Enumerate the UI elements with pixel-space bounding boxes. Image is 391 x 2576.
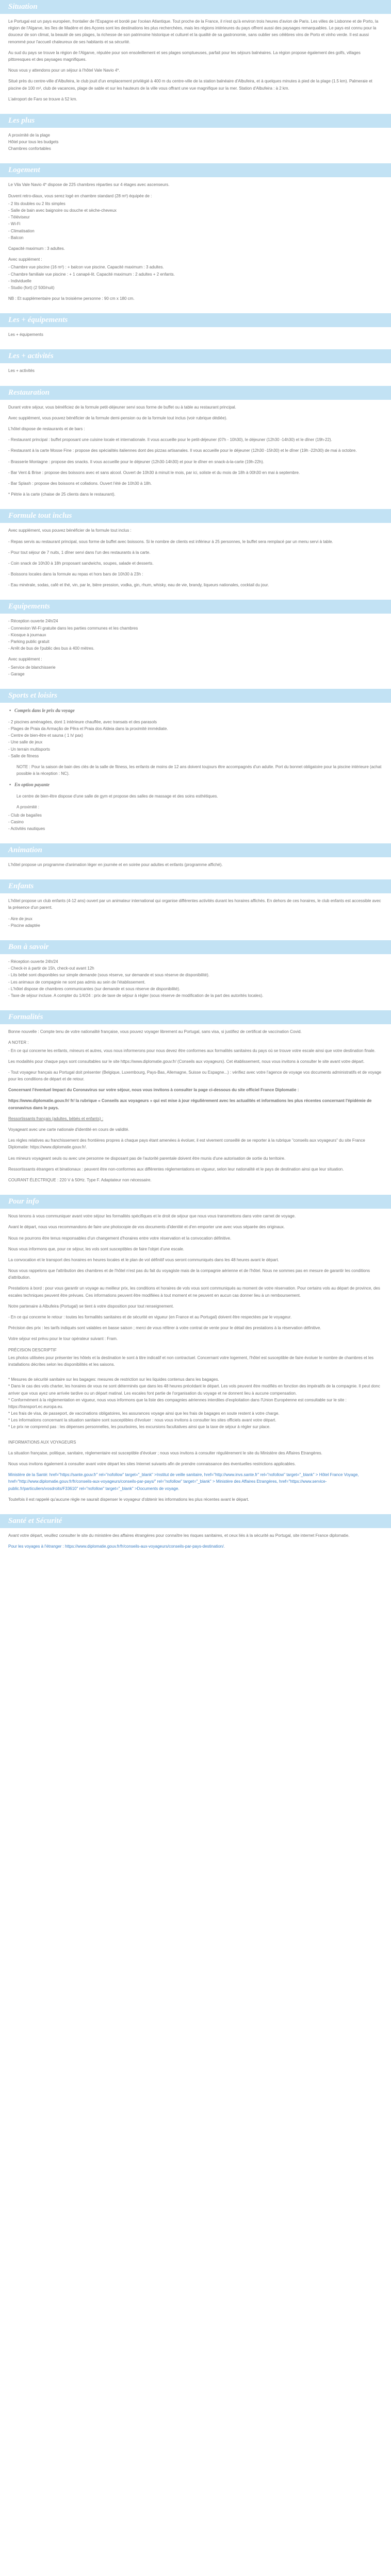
situation-para-4: Situé près du centre-ville d'Albufeira, le club jouit d'un emplacement privilégié à 400 m du centre-ville de la station balnéaire d'Albufeira, et à quelques minutes à pied de la plage (1.5 km). Palmeraie et piscine de 100 m², club de vacances, plage de sable et sur les hauteurs de la ville vous offrant une vue magnifique sur la mer. Station d'Albufeira : à 2 km.	[8, 79, 372, 91]
section-pour-info	[0, 1209, 391, 1514]
restauration-note: * Pétrie à la carte (chaise de 25 clients dans le restaurant).	[8, 492, 116, 497]
restauration-item: - Bar Splash : propose des boissons et collations. Ouvert l'été de 10h30 à 18h.	[8, 481, 152, 486]
footnote-item: * Les frais de visa, de passeport, de vaccinations obligatoires, les assurances voyage ainsi que les frais de bagages en soute restent à votre charge.	[8, 1411, 280, 1416]
sports-free-item: - Plages de Praia da Armação de Pêra et Praia dos Aldeia dans la proximité immédiate.	[8, 726, 168, 731]
section-animation	[0, 857, 391, 879]
logement-option-item: - Chambre vue piscine (16 m²) : + balcon vue piscine. Capacité maximum : 3 adultes.	[8, 265, 164, 270]
enfants-item: - Piscine adaptée	[8, 923, 40, 928]
equipements-item: - Kiosque à journaux	[8, 632, 46, 637]
situation-para-3: Nous vous y attendons pour un séjour à l'hôtel Vale Navio 4*.	[8, 68, 120, 73]
section-formule	[0, 523, 391, 600]
section-enfants	[0, 893, 391, 940]
section-restauration	[0, 400, 391, 510]
section-equipements	[0, 614, 391, 689]
section-title-formule: Formule tout inclus	[0, 509, 391, 523]
pour-info-p12: PRÉCISION DESCRIPTIF	[8, 1347, 57, 1352]
footnote-item	[8, 1376, 383, 1383]
section-bon-a-savoir	[0, 954, 391, 1010]
formule-item: - Boissons locales dans la formule au repas et hors bars de 10h30 à 23h :	[8, 572, 143, 577]
footnotes-p2: Nous vous invitons également à consulter avant votre départ les sites Internet suivants afin de prendre connaissance des éventuelles restrictions applicables.	[8, 1462, 296, 1466]
formule-intro: Avec supplément, vous pouvez bénéficier de la formule tout inclus :	[8, 528, 132, 533]
formalites-p2: - En ce qui concerne les enfants, mineurs et autres, vous nous informerons pour nous devez être conformes aux formalités sanitaires du pays où se trouve votre escale ainsi que votre destination finale.	[8, 1048, 376, 1053]
footnote-item: * Dans le cas des vols charter, les horaires de vous ne sont déterminés que dans les 48 heures précédant le départ. Les vols peuvent être modifiés en fonction des impératifs de la compagnie. Il peut donc arriver que vous ayez une arrivée tardive ou un départ matinal. Les escales font partie de l'organisation du voyage et ne donnent lieu à aucune compensation.	[8, 1384, 380, 1396]
equipements-paid-title: Avec supplément :	[8, 657, 42, 662]
bon-a-savoir-item: - Taxe de séjour incluse. A compter du 1/4/24 : prix de taxe de séjour à régler (sous réserve de modification de la part des autorités locales).	[8, 993, 264, 998]
section-title-logement: Logement	[0, 163, 391, 177]
section-activites-plus	[0, 363, 391, 385]
footnote-item: * Le prix ne comprend pas : les dépenses personnelles, les pourboires, les excursions facultatives ainsi que la taxe de séjour à régler sur place.	[8, 1425, 271, 1430]
section-title-bon-a-savoir: Bon à savoir	[0, 940, 391, 954]
logement-option-item: - Chambre familiale vue piscine : + 1 canapé-lit. Capacité maximum : 2 adultes + 2 enfants.	[8, 272, 175, 277]
restauration-item: - Restaurant à la carte Mosse Fine : propose des spécialités italiennes dont des pizzas artisanales. Il vous accueille pour le déjeuner (12h30 -15h30) et le dîner (19h -22h30) de mai à octobre.	[8, 448, 357, 453]
logement-equip-item: - Balcon	[8, 235, 24, 240]
pour-info-p1: Nous tenons à vous communiquer avant votre séjour les formalités spécifiques et le droit de séjour que nous vous transmettons dans votre carnet de voyage.	[8, 1214, 296, 1219]
les-plus-item: Chambres confortables	[8, 146, 51, 151]
situation-para-1: Le Portugal est un pays européen, frontalier de l'Espagne et bordé par l'océan Atlantique. Tout proche de la France, il n'est qu'à environ trois heures d'avion de Paris. Les villes de Lisbonne et de Porto, la région de l'Algarve, les îles de Madère et des Açores sont les destinations les plus recherchées, mais les régions intérieures du pays offrent aussi des paysages remarquables. Le pays est connu pour la douceur de son climat, la beauté de ses plages, la richesse de son patrimoine historique et culturel et la qualité de sa gastronomie, sans oublier ses célèbres vins de Porto et vinho verde. Il est aussi renommé pour l'accueil chaleureux de ses habitants et sa sécurité.	[8, 19, 379, 44]
formule-item: - Repas servis au restaurant principal, sous forme de buffet avec boissons. Si le nombre de clients est inférieur à 25 personnes, le buffet sera remplacé par un menu servi à table.	[8, 539, 333, 544]
pour-info-p9: - En ce qui concerne le retour : toutes les formalités sanitaires et de sécurité en vigueur (en France et au Portugal) doivent être respectées par le voyageur.	[8, 1315, 292, 1319]
pour-info-p2: Avant le départ, nous vous recommandons de faire une photocopie de vos documents d'identité et d'en emporter une avec vous séparée des originaux.	[8, 1225, 285, 1230]
sports-note: NOTE : Pour la saison de bain des clés de la salle de fitness, les enfants de moins de 12 ans doivent toujours être accompagnés d'un adulte. Port du bonnet obligatoire pour la piscine intérieure (achat possible à la réception : NC).	[17, 764, 382, 776]
enfants-item: - Aire de jeux	[8, 916, 32, 921]
sante-p1: Avant votre départ, veuillez consulter le site du ministère des affaires étrangères pour connaître les risques sanitaires, et ceux liés à la sécurité au Portugal, site internet France diplomatie.	[8, 1533, 350, 1538]
restauration-p2: Avec supplément, vous pouvez bénéficier de la formule demi-pension ou de la formule tout inclus (voir rubrique dédiée).	[8, 415, 227, 420]
equipements-paid-item: - Garage	[8, 671, 25, 676]
bon-a-savoir-item: - Lits bébé sont disponibles sur simple demande (sous réserve, sur demande et sous réserve de disponibilité).	[8, 973, 209, 978]
equipements-paid-item: - Service de blanchisserie	[8, 665, 56, 670]
sports-paid-item: - Casino	[8, 819, 24, 824]
equipements-item: - Connexion Wi-Fi gratuite dans les parties communes et les chambres	[8, 625, 138, 631]
section-title-enfants: Enfants	[0, 879, 391, 893]
sports-paid-title: A proximité :	[17, 805, 40, 810]
section-title-activites-plus: Les + activités	[0, 349, 391, 363]
situation-para-5: L'aéroport de Faro se trouve à 52 km.	[8, 96, 77, 101]
pour-info-p6: Nous vous rappelons que l'attribution des chambres et de l'hôtel n'est pas du fait du voyagiste mais de la compagnie aérienne et de l'hôtel. Nous ne sommes pas en mesure de garantir les conditions d'attribution.	[8, 1268, 370, 1280]
footnotes-links[interactable]: Ministère de la Santé: href="https://sante.gouv.fr" rel="nofollow" target="_blank" >Institut de veille sanitaire, href="http://www.invs.sante.fr" rel="nofollow" target="_blank" > Hôtel France Voyage, href="http://www.diplomatie.gouv.fr/fr/conseils-aux-voyageurs/conseils-par-pays/" rel="nofollow" target="_blank" > Ministère des Affaires Etrangères, href="https://www.service-public.fr/particuliers/vosdroits/F33610" rel="nofollow" target="_blank" >Documents de voyage.	[8, 1472, 359, 1491]
sports-free-item: - Centre de bien-être et sauna ( 1 h/ pax)	[8, 733, 83, 738]
section-title-animation: Animation	[0, 843, 391, 857]
sports-paid-intro: Le centre de bien-être dispose d'une salle de gym et propose des salles de massage et des soins esthétiques.	[17, 794, 218, 799]
pour-info-p13: Les photos utilisées pour présenter les hôtels et la destination le sont à titre indicatif et non contractuel. Concernant votre logement, l'hôtel est susceptible de faire évoluer le nombre de chambres et les installations décrites selon les disponibilités et les saisons.	[8, 1355, 374, 1367]
footnotes-p1: La situation française, politique, sanitaire, réglementaire est susceptible d'évoluer ; nous vous invitons à consulter régulièrement le site du Ministère des Affaires Etrangères.	[8, 1450, 322, 1455]
section-les-plus	[0, 128, 391, 164]
formalites-p4: - Tout voyageur français au Portugal doit présenter (Belgique, Luxembourg, Pays-Bas, Allemagne, Suisse ou Espagne...) : vérifiez avec votre l'agence de voyage vos documents administratifs et de voyage pour les conditions de départ et de retour.	[8, 1070, 382, 1082]
restauration-item: - Brasserie Montagne : propose des snacks. Il vous accueille pour le déjeuner (12h30-14h30) et pour le dîner en snack-à-la-carte (19h-22h).	[8, 459, 264, 464]
pour-info-p3: Nous ne pourrons être tenus responsables d'un changement d'horaires entre votre réservation et la convocation définitive.	[8, 1235, 232, 1241]
bon-a-savoir-item: - L'hôtel dispose de chambres communicantes (sur demande et sous réserve de disponibilité).	[8, 986, 181, 991]
formalites-p11: Ressortissants étrangers et binationaux : peuvent être non-conformes aux différentes réglementations en vigueur, selon leur nationalité et le pays de destination ainsi que leur situation.	[8, 1166, 344, 1172]
section-title-equipements-plus: Les + équipements	[0, 313, 391, 327]
formalites-p9: Les règles relatives au franchissement des frontières propres à chaque pays étant amenées à évoluer, il est vivement conseillé de se reporter à la rubrique "conseils aux voyageurs" du site France Diplomatie: https://www.diplomatie.gouv.fr/.	[8, 1138, 365, 1150]
situation-para-2: Au sud du pays se trouve la région de l'Algarve, réputée pour son ensoleillement et ses plages somptueuses, parfait pour les séjours balnéaires. La région propose également des golfs, villages pittoresques et des paysages magnifiques.	[8, 50, 361, 62]
sports-free-item: - Un terrain multisports	[8, 747, 50, 752]
logement-capacity: Capacité maximum : 3 adultes.	[8, 246, 65, 251]
logement-note: NB : Et supplémentaire pour la troisième personne : 90 cm x 180 cm.	[8, 296, 135, 301]
sports-included-heading: • Compris dans le prix du voyage	[8, 707, 383, 715]
section-situation	[0, 14, 391, 114]
logement-option-item: - Studio (fort) (2 500/nuit)	[8, 285, 55, 290]
restauration-subtitle: L'hôtel dispose de restaurants et de bars :	[8, 427, 85, 431]
logement-equip-item: - Téléviseur	[8, 215, 30, 220]
sports-free-item: - Une salle de jeux	[8, 740, 43, 745]
equipements-item: - Parking public gratuit	[8, 639, 50, 644]
logement-options-title: Avec supplément :	[8, 257, 42, 262]
sports-free-item: - Salle de fitness	[8, 753, 39, 758]
formalites-p2-label: A NOTER :	[8, 1040, 29, 1045]
section-equipements-plus	[0, 327, 391, 349]
section-formalites	[0, 1024, 391, 1195]
formule-item: - Pour tout séjour de 7 nuits, 1 dîner servi dans l'un des restaurants à la carte.	[8, 550, 151, 555]
les-plus-item: Hôtel pour tous les budgets	[8, 140, 59, 145]
section-title-restauration: Restauration	[0, 386, 391, 400]
formalites-p3: Les modalités pour chaque pays sont consultables sur le site https://www.diplomatie.gouv.fr/ (Conseils aux voyageurs). Cet établissement, nous vous invitons à consulter le site avant votre départ.	[8, 1059, 365, 1064]
section-sante	[0, 1528, 391, 1561]
bon-a-savoir-item: - Réception ouverte 24h/24	[8, 959, 58, 964]
restauration-p1: Durant votre séjour, vous bénéficiez de la formule petit-déjeuner servi sous forme de buffet ou à table au restaurant principal.	[8, 404, 236, 410]
activites-plus-text: Les + activités	[8, 368, 35, 374]
footnotes-heading: INFORMATIONS AUX VOYAGEURS	[8, 1439, 76, 1445]
section-title-formalites: Formalités	[0, 1010, 391, 1024]
section-title-equipements: Equipements	[0, 600, 391, 614]
formalites-p10: Les mineurs voyageant seuls ou avec une personne ne disposant pas de l'autorité parentale doivent être munis d'une autorisation de sortie du territoire.	[8, 1156, 286, 1161]
bon-a-savoir-item: - Check-in à partir de 15h, check-out avant 12h	[8, 966, 94, 971]
sports-free-item: - 2 piscines aménagées, dont 1 intérieure chauffée, avec transats et des parasols	[8, 719, 157, 724]
pour-info-p5: La convocation et le transport des horaires en heures locales et le plan de vol définitif vous seront communiqués dans les 48 heures avant le départ.	[8, 1257, 279, 1262]
logement-equip-item: - 2 lits doubles ou 2 lits simples	[8, 201, 66, 206]
bon-a-savoir-item: - Les animaux de compagnie ne sont pas admis au sein de l'établissement.	[8, 979, 146, 985]
logement-equip-item: - Salle de bain avec baignoire ou douche et sèche-cheveux	[8, 208, 117, 213]
pour-info-p11: Votre séjour est prévu pour le tour opérateur suivant : Fram.	[8, 1336, 118, 1342]
restauration-item: - Bar Vent & Brise : propose des boissons avec et sans alcool. Ouvert de 10h30 à minuit le mois, par ici, soliste et du mois de 18h à 00h30 en mai à septembre.	[8, 470, 300, 475]
logement-equip-item: - Wi-Fi	[8, 222, 21, 227]
pour-info-p8: Notre partenaire à Albufeira (Portugal) se tient à votre disposition pour tout renseignement.	[8, 1303, 174, 1309]
logement-equip-item: - Climatisation	[8, 228, 35, 233]
sports-paid-heading: • En option payante	[8, 781, 383, 789]
pour-info-p4: Nous vous informons que, pour ce séjour, les vols sont susceptibles de faire l'objet d'une escale.	[8, 1246, 185, 1251]
section-title-sports: Sports et loisirs	[0, 689, 391, 703]
formalites-p5: Concernant l'éventuel Impact du Coronavirus sur votre séjour, nous vous invitons à consulter la page ci-dessous du site officiel France Diplomatie :	[8, 1088, 299, 1093]
formule-item: - Coin snack de 10h30 à 18h proposant sandwichs, soupes, salade et desserts.	[8, 561, 154, 566]
sports-paid-item: - Club de bagaïles	[8, 812, 42, 818]
sports-paid-item: - Activités nautiques	[8, 826, 45, 831]
les-plus-item: A proximité de la plage	[8, 132, 50, 138]
equipements-item: - Réception ouverte 24h/24	[8, 619, 58, 624]
logement-desc: Duvent retro-diaux, vous serez logé en chambre standard (28 m²) équipée de :	[8, 193, 152, 198]
logement-option-item: - Individuelle	[8, 278, 31, 283]
sante-link[interactable]: Pour les voyages à l'étranger : https://www.diplomatie.gouv.fr/fr/conseils-aux-voyageurs/conseils-par-pays-destination/.	[8, 1544, 225, 1549]
equipements-plus-text: Les + équipements	[8, 332, 43, 337]
section-title-situation: Situation	[0, 0, 391, 14]
section-title-sante: Santé et Sécurité	[0, 1514, 391, 1528]
section-logement	[0, 177, 391, 313]
formalites-p6: https://www.diplomatie.gouv.fr/ fr/ la rubrique « Conseils aux voyageurs » qui est mise à jour régulièrement avec les actualités et informations les plus récentes concernant l'épidémie de coronavirus dans le pays.	[8, 1098, 372, 1110]
formule-item: - Eau minérale, sodas, café et thé, vin, par le, bière pression, vodka, gin, rhum, whisky, eau de vie, brandy, liqueurs nationales, cocktail du jour.	[8, 583, 269, 588]
formalites-p7: Ressortissants français (adultes, bébés et enfants) :	[8, 1116, 104, 1121]
pour-info-p7: Prestations à bord : pour vous garantir un voyage au meilleur prix, les conditions et horaires de vols vous sont communiqués au moment de votre réservation. Pour certains vols au départ de province, des escales techniques peuvent être prévues. Ces informations peuvent être modifiées à tout moment et ne peuvent en aucun cas donner lieu à un remboursement.	[8, 1286, 380, 1298]
restauration-item: - Restaurant principal : buffet proposant une cuisine locale et internationale. Il vous accueille pour le petit-déjeuner (07h - 10h30), le déjeuner (12h30 -14h30) et le dîner (19h-22).	[8, 437, 332, 443]
footnote-item: * Conformément à la réglementation en vigueur, nous vous informons que la liste des compagnies aériennes interdites d'exploitation dans l'Union Européenne est consultable sur le site : https://transport.ec.europa.eu.	[8, 1397, 347, 1409]
pour-info-p10: Précision des prix : les tarifs indiqués sont valables en basse saison ; merci de vous référer à votre contrat de vente pour le détail des prestations à la réservation définitive.	[8, 1326, 321, 1331]
formalites-p1: Bonne nouvelle : Compte tenu de votre nationalité française, vous pouvez voyager librement au Portugal, sans visa, si justifiez de certificat de vaccination Covid.	[8, 1029, 302, 1035]
enfants-p1: L'hôtel propose un club enfants (4-12 ans) ouvert par un animateur international qui organise différentes activités durant les horaires affichés. En dehors de ces horaires, le club enfants est accessible avec la présence d'un parent.	[8, 899, 381, 910]
footnotes-p3: Toutefois il est rappelé qu'aucune règle ne saurait dispenser le voyageur d'obtenir les informations les plus récentes avant le départ.	[8, 1497, 249, 1502]
footnote-item: * Les informations concernant la situation sanitaire sont susceptibles d'évoluer : nous vous invitons à consulter les sites officiels avant votre départ.	[8, 1418, 276, 1423]
formalites-p12: COURANT ÉLECTRIQUE : 220 V à 50Hz. Type F. Adaptateur non nécessaire.	[8, 1177, 152, 1182]
section-title-pour-info: Pour info	[0, 1195, 391, 1209]
section-sports	[0, 703, 391, 843]
footnote-text: * Mesures de sécurité sanitaire sur les bagages: mesures de restriction sur les liquides contenus dans les bagages.	[8, 1377, 219, 1382]
section-title-les-plus: Les plus	[0, 114, 391, 128]
equipements-item: - Arrêt de bus de l'public des bus à 400 mètres.	[8, 646, 94, 651]
formalites-p8: Voyageant avec une carte nationale d'identité en cours de validité.	[8, 1127, 129, 1132]
logement-intro: Le Vila Vale Navio 4* dispose de 225 chambres réparties sur 4 étages avec ascenseurs.	[8, 182, 170, 188]
animation-text: L'hôtel propose un programme d'animation léger en journée et en soirée pour adultes et enfants (programme affiché).	[8, 862, 223, 868]
